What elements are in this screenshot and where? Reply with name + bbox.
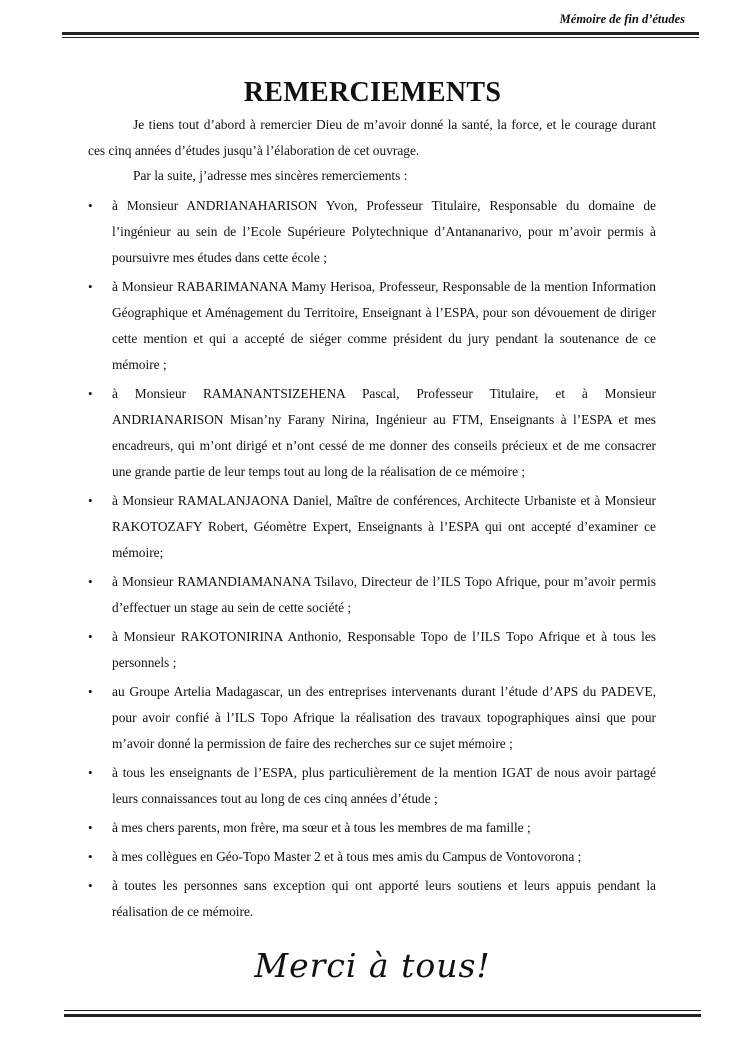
header-rule-thin — [62, 37, 699, 38]
list-item-text: au Groupe Artelia Madagascar, un des entreprises intervenants durant l’étude d’APS du PADEVE, pour avoir confié à l’ILS Topo Afrique la réalisation des travaux topographiques ainsi que pour m’avoir donné la permission de faire des recherches sur ce sujet mémoire ; — [112, 683, 656, 751]
list-item — [88, 679, 656, 757]
bullet-icon: • — [88, 819, 93, 835]
list-item — [88, 844, 656, 870]
list-item — [88, 569, 656, 621]
bullet-icon: • — [88, 385, 93, 401]
list-item — [88, 193, 656, 271]
list-item-text: à Monsieur ANDRIANAHARISON Yvon, Professeur Titulaire, Responsable du domaine de l’ingénieur au sein de l’Ecole Supérieure Polytechnique d’Antananarivo, pour m’avoir permis à poursuivre mes études dans cette école ; — [112, 197, 656, 265]
list-item-text: à Monsieur RAMANDIAMANANA Tsilavo, Directeur de l’ILS Topo Afrique, pour m’avoir permis d’effectuer un stage au sein de cette société ; — [112, 573, 656, 615]
list-item — [88, 488, 656, 566]
bullet-icon: • — [88, 278, 93, 294]
running-header: Mémoire de fin d’études — [559, 12, 685, 26]
body-text — [88, 112, 656, 928]
closing-signature: Merci à tous! — [254, 946, 491, 985]
bullet-icon: • — [88, 197, 93, 213]
list-item-text: à toutes les personnes sans exception qui ont apporté leurs soutiens et leurs appuis pendant la réalisation de ce mémoire. — [112, 877, 656, 919]
thanks-list — [88, 193, 656, 925]
bullet-icon: • — [88, 628, 93, 644]
list-item — [88, 624, 656, 676]
list-item-text: à tous les enseignants de l’ESPA, plus particulièrement de la mention IGAT de nous avoir partagé leurs connaissances tout au long de ces cinq années d’étude ; — [112, 764, 656, 806]
intro-lead: Par la suite, j’adresse mes sincères remerciements : — [133, 168, 408, 183]
footer-rule-thin — [64, 1010, 701, 1011]
list-item-text: à Monsieur RAMALANJAONA Daniel, Maître de conférences, Architecte Urbaniste et à Monsieur RAKOTOZAFY Robert, Géomètre Expert, Enseignants à l’ESPA qui ont accepté d’examiner ce mémoire; — [112, 492, 656, 560]
list-item — [88, 274, 656, 378]
bullet-icon: • — [88, 683, 93, 699]
bullet-icon: • — [88, 877, 93, 893]
intro-paragraph: Je tiens tout d’abord à remercier Dieu de m’avoir donné la santé, la force, et le courage durant ces cinq années d’études jusqu’à l’élaboration de cet ouvrage. — [88, 117, 656, 158]
list-item — [88, 815, 656, 841]
bullet-icon: • — [88, 848, 93, 864]
bullet-icon: • — [88, 573, 93, 589]
header-rule-thick — [62, 32, 699, 35]
page-title: REMERCIEMENTS — [243, 77, 502, 108]
list-item-text: à Monsieur RAMANANTSIZEHENA Pascal, Professeur Titulaire, et à Monsieur ANDRIANARISON Misan’ny Farany Nirina, Ingénieur au FTM, Enseignants à l’ESPA et mes encadreurs, qui m’ont dirigé et n’ont cessé de me donner des conseils précieux et de me consacrer une grande partie de leur temps tout au long de la réalisation de ce mémoire ; — [112, 385, 656, 479]
list-item-text: à Monsieur RABARIMANANA Mamy Herisoa, Professeur, Responsable de la mention Information Géographique et Aménagement du Territoire, Enseignant à l’ESPA, pour son dévouement de diriger cette mention et qui a accepté de siéger comme président du jury pendant la soutenance de ce mémoire ; — [112, 278, 656, 372]
list-item-text: à mes chers parents, mon frère, ma sœur et à tous les membres de ma famille ; — [112, 819, 531, 835]
list-item-text: à Monsieur RAKOTONIRINA Anthonio, Responsable Topo de l’ILS Topo Afrique et à tous les personnels ; — [112, 628, 656, 670]
list-item — [88, 760, 656, 812]
bullet-icon: • — [88, 764, 93, 780]
bullet-icon: • — [88, 492, 93, 508]
footer-rule-thick — [64, 1014, 701, 1017]
list-item-text: à mes collègues en Géo-Topo Master 2 et à tous mes amis du Campus de Vontovorona ; — [112, 848, 582, 864]
list-item — [88, 873, 656, 925]
list-item — [88, 381, 656, 485]
